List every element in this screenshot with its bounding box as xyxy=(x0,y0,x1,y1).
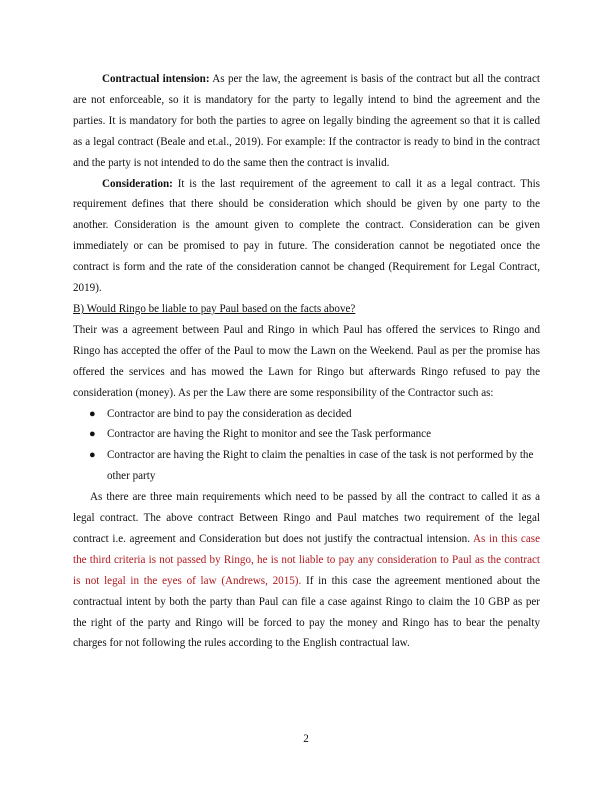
requirements-text-part2: If in this case the agreement mentioned about the contractual intent by both the party than Paul can file a case against Ringo to claim the 10 GBP as per the right of the party and Ringo will be forced to pay the money and Ringo has to bear the penalty charges for not following the rules according to the English contractual law. xyxy=(73,574,540,650)
bullet-icon: ● xyxy=(89,449,96,462)
term-consideration: Consideration: xyxy=(102,177,173,190)
list-item xyxy=(89,424,540,445)
list-item xyxy=(89,445,540,487)
list-item xyxy=(89,404,540,425)
paragraph-agreement: Their was a agreement between Paul and Ringo in which Paul has offered the services to Ringo and Ringo has accepted the offer of the Paul to mow the Lawn on the Weekend. Paul as per the promise has offered the services and has mowed the Lawn for Ringo but afterwards Ringo refused to pay the consideration (money). As per the Law there are some responsibility of the Contractor such as: xyxy=(73,323,540,399)
paragraph-requirements xyxy=(73,487,540,654)
page-number: 2 xyxy=(303,733,309,745)
responsibility-list xyxy=(73,404,540,488)
term-contractual-intension: Contractual intension: xyxy=(102,73,210,85)
list-item-text: Contractor are having the Right to claim the penalties in case of the task is not performed by the other party xyxy=(107,449,534,483)
contractual-intension-text: As per the law, the agreement is basis of the contract but all the contract are not enforceable, so it is mandatory for the party to legally intend to bind the agreement and the parties. It is mandatory for both the parties to agree on legally binding the agreement so that it is called as a legal contract (Beale and et.al., 2019). For example: If the contractor is ready to bind in the contract and the party is not intended to do the same then the contract is invalid. xyxy=(73,73,540,169)
bullet-icon: ● xyxy=(89,407,96,420)
requirements-text-highlighted: As in this case the third criteria is not passed by Ringo, he is not liable to pay any consideration to Paul as the contract is not legal in the eyes of law (Andrews, 2015). xyxy=(73,532,541,587)
section-heading-b: B) Would Ringo be liable to pay Paul based on the facts above? xyxy=(73,302,356,315)
consideration-text: It is the last requirement of the agreement to call it as a legal contract. This requirement defines that there should be consideration which should be given by one party to the another. Consideration is the amount given to complete the contract. Consideration can be given immediately or can be promised to pay in future. The consideration cannot be negotiated once the contract is form and the rate of the consideration cannot be changed (Requirement for Legal Contract, 2019). xyxy=(73,177,540,295)
list-item-text: Contractor are bind to pay the consideration as decided xyxy=(107,407,352,420)
bullet-icon: ● xyxy=(89,428,96,441)
paragraph-contractual-intension xyxy=(73,69,540,174)
paragraph-consideration xyxy=(73,174,540,299)
requirements-text-part1: As there are three main requirements which need to be passed by all the contract to called it as a legal contract. The above contract Between Ringo and Paul matches two requirement of the legal contract i.e. agreement and Consideration but does not justify the contractual intension. xyxy=(73,491,540,545)
list-item-text: Contractor are having the Right to monitor and see the Task performance xyxy=(107,428,432,441)
document-body xyxy=(73,69,540,654)
